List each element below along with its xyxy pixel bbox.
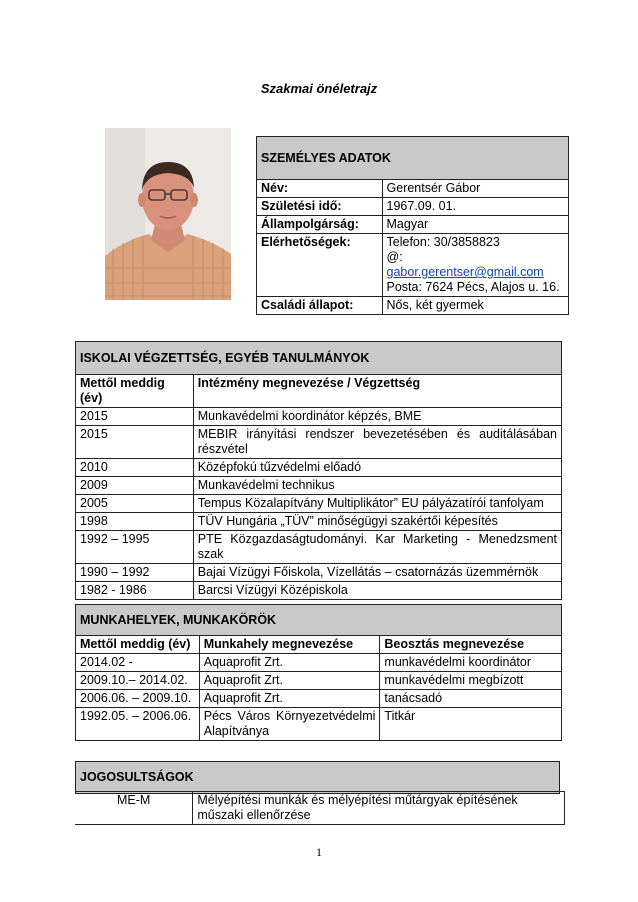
contact-phone: Telefon: 30/3858823 (386, 235, 500, 249)
education-institution: MEBIR irányítási rendszer bevezetésében és auditálásában részvétel (193, 426, 561, 459)
profile-photo (105, 128, 231, 300)
work-workplace: Aquaprofit Zrt. (199, 672, 380, 690)
contact-label: Elérhetőségek: (257, 234, 383, 297)
education-period: 1998 (76, 513, 194, 531)
name-label: Név: (257, 180, 383, 198)
work-period: 1992.05. – 2006.06. (76, 708, 200, 741)
rights-heading: JOGOSULTSÁGOK (76, 762, 560, 794)
family-label: Családi állapot: (257, 297, 383, 315)
work-heading: MUNKAHELYEK, MUNKAKÖRÖK (76, 605, 562, 636)
education-period: 2015 (76, 408, 194, 426)
email-link[interactable]: gabor.gerentser@gmail.com (386, 265, 544, 279)
citizenship-label: Állampolgárság: (257, 216, 383, 234)
education-institution: Tempus Közalapítvány Multiplikátor” EU pályázatírói tanfolyam (193, 495, 561, 513)
education-institution: PTE Közgazdaságtudományi. Kar Marketing - Menedzsment szak (193, 531, 561, 564)
work-position: munkavédelmi megbízott (380, 672, 562, 690)
education-col-period: Mettől meddig (év) (76, 375, 194, 408)
page-number: 1 (316, 845, 322, 859)
education-period: 2010 (76, 459, 194, 477)
education-table (75, 341, 562, 600)
education-period: 2015 (76, 426, 194, 459)
table-row (76, 582, 562, 600)
table-header-row (76, 375, 562, 408)
education-period: 2009 (76, 477, 194, 495)
table-row (76, 564, 562, 582)
rights-table (75, 791, 565, 825)
education-period: 1982 - 1986 (76, 582, 194, 600)
education-col-institution: Intézmény megnevezése / Végzettség (193, 375, 561, 408)
education-institution: Bajai Vízügyi Főiskola, Vízellátás – csatornázás üzemmérnök (193, 564, 561, 582)
work-col-position: Beosztás megnevezése (380, 636, 562, 654)
education-institution: Középfokú tűzvédelmi előadó (193, 459, 561, 477)
table-row (76, 426, 562, 459)
table-row (257, 180, 569, 198)
table-row (76, 690, 562, 708)
contact-value (382, 234, 568, 297)
family-value: Nős, két gyermek (382, 297, 568, 315)
work-period: 2006.06. – 2009.10. (76, 690, 200, 708)
education-period: 1992 – 1995 (76, 531, 194, 564)
work-table (75, 604, 562, 741)
birth-value: 1967.09. 01. (382, 198, 568, 216)
rights-heading-table (75, 761, 560, 794)
table-row (76, 495, 562, 513)
education-institution: Munkavédelmi technikus (193, 477, 561, 495)
work-col-period: Mettől meddig (év) (76, 636, 200, 654)
table-row (76, 408, 562, 426)
education-period: 1990 – 1992 (76, 564, 194, 582)
work-period: 2009.10.– 2014.02. (76, 672, 200, 690)
work-position: tanácsadó (380, 690, 562, 708)
work-position: Titkár (380, 708, 562, 741)
contact-at: @: (386, 250, 403, 264)
table-row (75, 792, 565, 825)
citizenship-value: Magyar (382, 216, 568, 234)
rights-text: Mélyépítési munkák és mélyépítési műtárgyak építésének műszaki ellenőrzése (193, 792, 565, 825)
personal-heading: SZEMÉLYES ADATOK (257, 137, 569, 180)
education-institution: Barcsi Vízügyi Középiskola (193, 582, 561, 600)
work-workplace: Aquaprofit Zrt. (199, 690, 380, 708)
work-workplace: Pécs Város Környezetvédelmi Alapítványa (199, 708, 380, 741)
work-position: munkavédelmi koordinátor (380, 654, 562, 672)
table-row (257, 198, 569, 216)
table-row (76, 708, 562, 741)
name-value: Gerentsér Gábor (382, 180, 568, 198)
work-col-workplace: Munkahely megnevezése (199, 636, 380, 654)
education-heading: ISKOLAI VÉGZETTSÉG, EGYÉB TANULMÁNYOK (76, 342, 562, 375)
education-institution: TÜV Hungária „TÜV” minőségügyi szakértői képesítés (193, 513, 561, 531)
table-row (257, 216, 569, 234)
birth-label: Születési idő: (257, 198, 383, 216)
document-title: Szakmai önéletrajz (260, 81, 378, 96)
education-period: 2005 (76, 495, 194, 513)
table-row (76, 459, 562, 477)
table-row (76, 654, 562, 672)
work-period: 2014.02 - (76, 654, 200, 672)
education-institution: Munkavédelmi koordinátor képzés, BME (193, 408, 561, 426)
table-row (76, 513, 562, 531)
rights-code: ME-M (75, 792, 193, 825)
table-row (76, 531, 562, 564)
table-header-row (76, 636, 562, 654)
work-workplace: Aquaprofit Zrt. (199, 654, 380, 672)
table-row (76, 672, 562, 690)
contact-post: Posta: 7624 Pécs, Alajos u. 16. (386, 280, 560, 294)
table-row (257, 234, 569, 297)
table-row (257, 297, 569, 315)
table-row (76, 477, 562, 495)
personal-data-table (256, 136, 569, 315)
